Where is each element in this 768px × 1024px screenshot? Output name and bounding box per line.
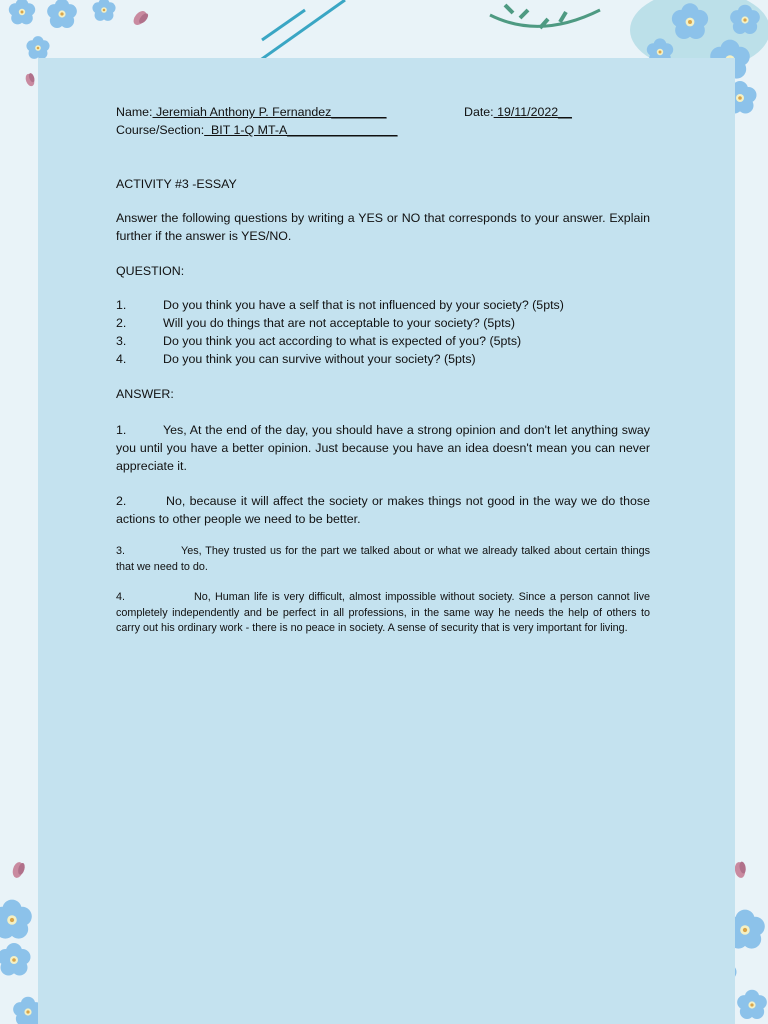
date-value: 19/11/2022__ bbox=[493, 105, 572, 119]
name-value: Jeremiah Anthony P. Fernandez________ bbox=[152, 105, 387, 119]
answer-text: No, Human life is very difficult, almost impossible without society. Since a person cannot live completely independently and be perfect in all professions, in the same way he needs the help of others to carry out his ordinary work - there is no peace in society. A sense of security that is very important for living. bbox=[116, 591, 650, 635]
answer-text: No, because it will affect the society or makes things not good in the way we do those actions to other people we need to be better. bbox=[116, 494, 650, 526]
question-number: 4. bbox=[116, 352, 127, 366]
answer-number: 4. bbox=[116, 591, 126, 604]
date-line bbox=[464, 103, 572, 121]
question-item bbox=[116, 350, 650, 368]
name-label: Name: bbox=[116, 105, 153, 119]
course-value: BIT 1-Q MT-A________________ bbox=[204, 123, 398, 137]
question-number: 2. bbox=[116, 316, 127, 330]
answer-number: 2. bbox=[116, 494, 127, 508]
question-list bbox=[116, 296, 650, 368]
course-label: Course/Section: bbox=[116, 123, 205, 137]
questions-heading: QUESTION: bbox=[116, 264, 185, 278]
question-item bbox=[116, 332, 650, 350]
instructions: Answer the following questions by writing a YES or NO that corresponds to your answer. Explain further if the answer is YES/NO. bbox=[116, 211, 650, 243]
answer-4 bbox=[116, 590, 650, 637]
question-text: Do you think you can survive without your society? (5pts) bbox=[163, 352, 476, 366]
answer-text: Yes, They trusted us for the part we talked about or what we already talked about certain things that we need to do. bbox=[116, 545, 650, 573]
date-label: Date: bbox=[464, 105, 494, 119]
answer-number: 3. bbox=[116, 545, 126, 557]
question-number: 3. bbox=[116, 334, 127, 348]
question-item bbox=[116, 296, 650, 314]
answers-heading: ANSWER: bbox=[116, 387, 174, 401]
question-text: Do you think you have a self that is not influenced by your society? (5pts) bbox=[163, 298, 564, 312]
course-line bbox=[116, 121, 650, 139]
question-text: Will you do things that are not acceptable to your society? (5pts) bbox=[163, 316, 515, 330]
question-item bbox=[116, 314, 650, 332]
answer-1 bbox=[116, 421, 650, 475]
answer-text: Yes, At the end of the day, you should have a strong opinion and don't let anything sway you until you have a better opinion. Just because you have an idea doesn't mean you can never appreciate it. bbox=[116, 423, 650, 473]
essay-document bbox=[116, 103, 650, 637]
question-text: Do you think you act according to what is expected of you? (5pts) bbox=[163, 334, 522, 348]
answer-2 bbox=[116, 492, 650, 528]
answer-number: 1. bbox=[116, 423, 127, 437]
answer-3 bbox=[116, 544, 650, 575]
question-number: 1. bbox=[116, 298, 127, 312]
activity-title: ACTIVITY #3 -ESSAY bbox=[116, 177, 237, 191]
